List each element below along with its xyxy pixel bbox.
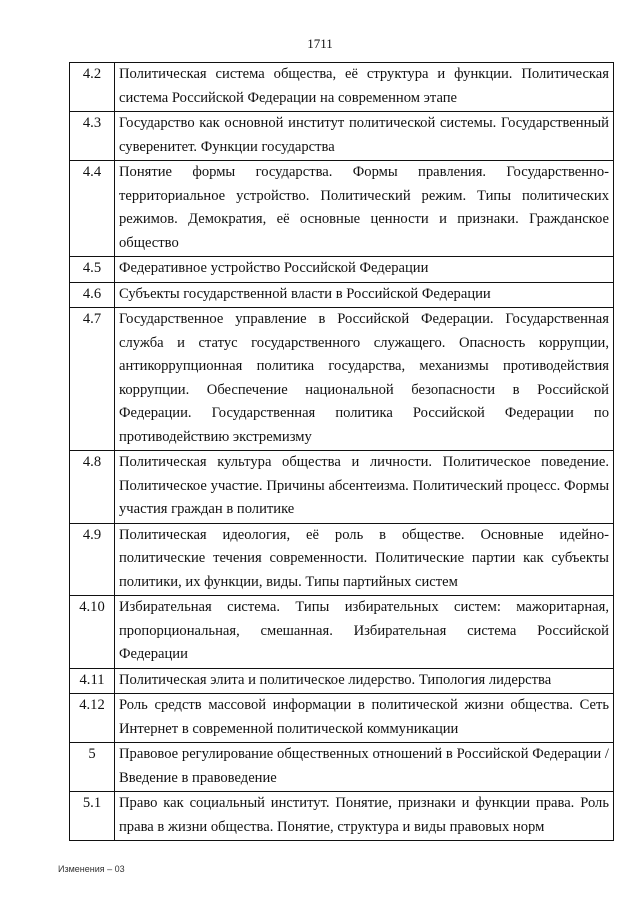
row-description: Государственное управление в Российской Федерации. Государственная служба и статус государственного служащего. Опасность коррупции, антикоррупционная политика государства, механизмы противодействия коррупции. Обеспечение национальной безопасности в Российской Федерации. Государственная политика Российской Федерации по противодействию экстремизму xyxy=(115,308,614,451)
row-number: 4.8 xyxy=(70,451,115,524)
row-description: Понятие формы государства. Формы правления. Государственно-территориальное устройство. Политический режим. Типы политических режимов. Демократия, её основные ценности и признаки. Гражданское общество xyxy=(115,161,614,257)
page-number: 1711 xyxy=(307,36,333,51)
table-row xyxy=(70,282,614,308)
row-description: Избирательная система. Типы избирательных систем: мажоритарная, пропорциональная, смешанная. Избирательная система Российской Федерации xyxy=(115,596,614,669)
row-number: 4.7 xyxy=(70,308,115,451)
row-number: 5.1 xyxy=(70,792,115,841)
row-description: Правовое регулирование общественных отношений в Российской Федерации / Введение в правоведение xyxy=(115,743,614,792)
row-description: Субъекты государственной власти в Российской Федерации xyxy=(115,282,614,308)
table-row xyxy=(70,694,614,743)
row-number: 4.2 xyxy=(70,63,115,112)
row-description: Роль средств массовой информации в политической жизни общества. Сеть Интернет в современной политической коммуникации xyxy=(115,694,614,743)
row-description: Политическая культура общества и личности. Политическое поведение. Политическое участие. Причины абсентеизма. Политический процесс. Формы участия граждан в политике xyxy=(115,451,614,524)
table-row xyxy=(70,112,614,161)
topics-table xyxy=(69,62,614,841)
table-row xyxy=(70,523,614,596)
row-description: Право как социальный институт. Понятие, признаки и функции права. Роль права в жизни общества. Понятие, структура и виды правовых норм xyxy=(115,792,614,841)
row-number: 4.11 xyxy=(70,668,115,694)
row-number: 4.12 xyxy=(70,694,115,743)
table-row xyxy=(70,63,614,112)
table-row xyxy=(70,668,614,694)
row-description: Политическая система общества, её структура и функции. Политическая система Российской Федерации на современном этапе xyxy=(115,63,614,112)
row-number: 4.9 xyxy=(70,523,115,596)
row-description: Государство как основной институт политической системы. Государственный суверенитет. Функции государства xyxy=(115,112,614,161)
table-row xyxy=(70,743,614,792)
table-row xyxy=(70,451,614,524)
revision-footer: Изменения – 03 xyxy=(58,864,125,874)
table-row xyxy=(70,257,614,283)
row-description: Федеративное устройство Российской Федерации xyxy=(115,257,614,283)
table-row xyxy=(70,161,614,257)
row-description: Политическая идеология, её роль в обществе. Основные идейно-политические течения современности. Политические партии как субъекты политики, их функции, виды. Типы партийных систем xyxy=(115,523,614,596)
row-number: 4.4 xyxy=(70,161,115,257)
table-row xyxy=(70,308,614,451)
row-number: 4.10 xyxy=(70,596,115,669)
row-number: 4.5 xyxy=(70,257,115,283)
row-number: 4.3 xyxy=(70,112,115,161)
row-number: 5 xyxy=(70,743,115,792)
row-number: 4.6 xyxy=(70,282,115,308)
table-row xyxy=(70,596,614,669)
row-description: Политическая элита и политическое лидерство. Типология лидерства xyxy=(115,668,614,694)
table-row xyxy=(70,792,614,841)
